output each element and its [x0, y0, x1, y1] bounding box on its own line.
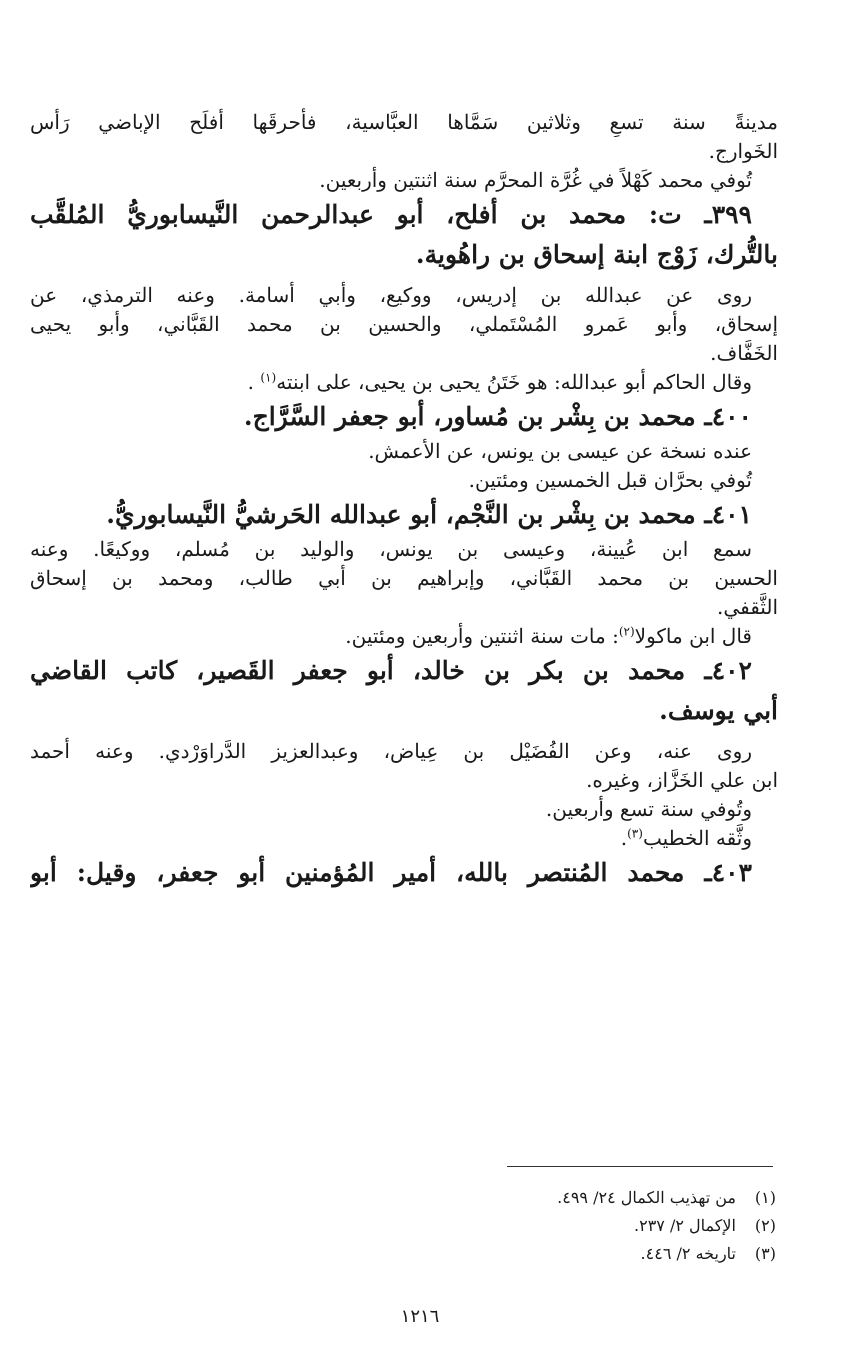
entry-heading-403: ٤٠٣ـ محمد المُنتصر بالله، أمير المُؤمنين أبو جعفر، وقيل: أبو — [30, 858, 752, 887]
page-number: ١٢١٦ — [400, 1306, 440, 1327]
text-line — [30, 368, 778, 397]
footnote-text: تاريخه ٢/ ٤٤٦. — [640, 1244, 736, 1263]
text-segment: قال ابن ماكولا — [634, 624, 752, 648]
footnote-marker-2[interactable]: (٢) — [618, 624, 635, 639]
text-line: سمع ابن عُيينة، وعيسى بن يونس، والوليد بن مُسلم، ووكيعًا. وعنه — [30, 537, 752, 561]
text-line — [30, 824, 778, 853]
period: . — [247, 370, 254, 394]
text-line: الحسين بن محمد القَبَّاني، وإبراهيم بن أبي طالب، ومحمد بن إسحاق — [30, 566, 778, 590]
footnotes — [400, 1184, 776, 1268]
entry-heading-402-cont: أبي يوسف. — [659, 696, 778, 725]
text-line: عنده نسخة عن عيسى بن يونس، عن الأعمش. — [368, 439, 752, 463]
footnote-item — [400, 1212, 776, 1240]
footnote-item — [400, 1240, 776, 1268]
footnote-number: (١) — [754, 1188, 776, 1207]
footnote-item — [400, 1184, 776, 1212]
page-body — [30, 108, 778, 893]
footnote-number: (٢) — [754, 1216, 776, 1235]
text-segment: وثَّقه الخطيب — [642, 826, 752, 850]
footnote-marker-3[interactable]: (٣) — [627, 826, 643, 841]
text-line: الخَفَّاف. — [710, 341, 778, 365]
text-line: مدينةً سنة تسعٍ وثلاثين سَمَّاها العبَّاسية، فأحرقَها أفلَح الإباضي رَأس — [30, 110, 778, 134]
entry-heading-399: ٣٩٩ـ ت: محمد بن أفلح، أبو عبدالرحمن النَّيسابوريُّ المُلقَّب — [30, 200, 752, 229]
text-line: وتُوفي سنة تسع وأربعين. — [545, 797, 752, 821]
text-segment: : مات سنة اثنتين وأربعين ومئتين. — [345, 624, 619, 648]
text-line — [30, 622, 778, 651]
text-segment: وقال الحاكم أبو عبدالله: هو خَتَنُ يحيى بن يحيى، على ابنته — [276, 370, 752, 394]
text-line: الخَوارج. — [708, 139, 778, 163]
footnote-separator — [507, 1166, 773, 1167]
text-line: ابن علي الخَزَّاز، وغيره. — [586, 768, 778, 792]
footnote-text: من تهذيب الكمال ٢٤/ ٤٩٩. — [557, 1188, 736, 1207]
footnote-number: (٣) — [754, 1244, 776, 1263]
text-line: روى عنه، وعن الفُضَيْل بن عِياض، وعبدالعزيز الدَّراوَرْدي. وعنه أحمد — [30, 739, 752, 763]
entry-heading-402: ٤٠٢ـ محمد بن بكر بن خالد، أبو جعفر القَصير، كاتب القاضي — [30, 656, 752, 685]
entry-heading-401: ٤٠١ـ محمد بن بِشْر بن النَّجْم، أبو عبدالله الحَرشيُّ النَّيسابوريُّ. — [106, 500, 752, 529]
period: . — [620, 826, 628, 850]
text-line: تُوفي بحرَّان قبل الخمسين ومئتين. — [468, 468, 752, 492]
text-line: تُوفي محمد كَهْلاً في غُرَّة المحرَّم سنة اثنتين وأربعين. — [319, 168, 752, 192]
footnote-text: الإكمال ٢/ ٢٣٧. — [634, 1216, 736, 1235]
text-line: روى عن عبدالله بن إدريس، ووكيع، وأبي أسامة. وعنه الترمذي، عن — [30, 283, 752, 307]
text-line: إسحاق، وأبو عَمرو المُسْتَملي، والحسين بن محمد القَبَّاني، وأبو يحيى — [30, 312, 778, 336]
entry-heading-399-cont: بالتُّرك، زَوْج ابنة إسحاق بن راهُوية. — [415, 240, 778, 269]
footnote-marker-1[interactable]: (١) — [260, 370, 277, 385]
text-line: الثَّقفي. — [717, 595, 778, 619]
entry-heading-400: ٤٠٠ـ محمد بن بِشْر بن مُساور، أبو جعفر السَّرَّاج. — [243, 402, 752, 431]
